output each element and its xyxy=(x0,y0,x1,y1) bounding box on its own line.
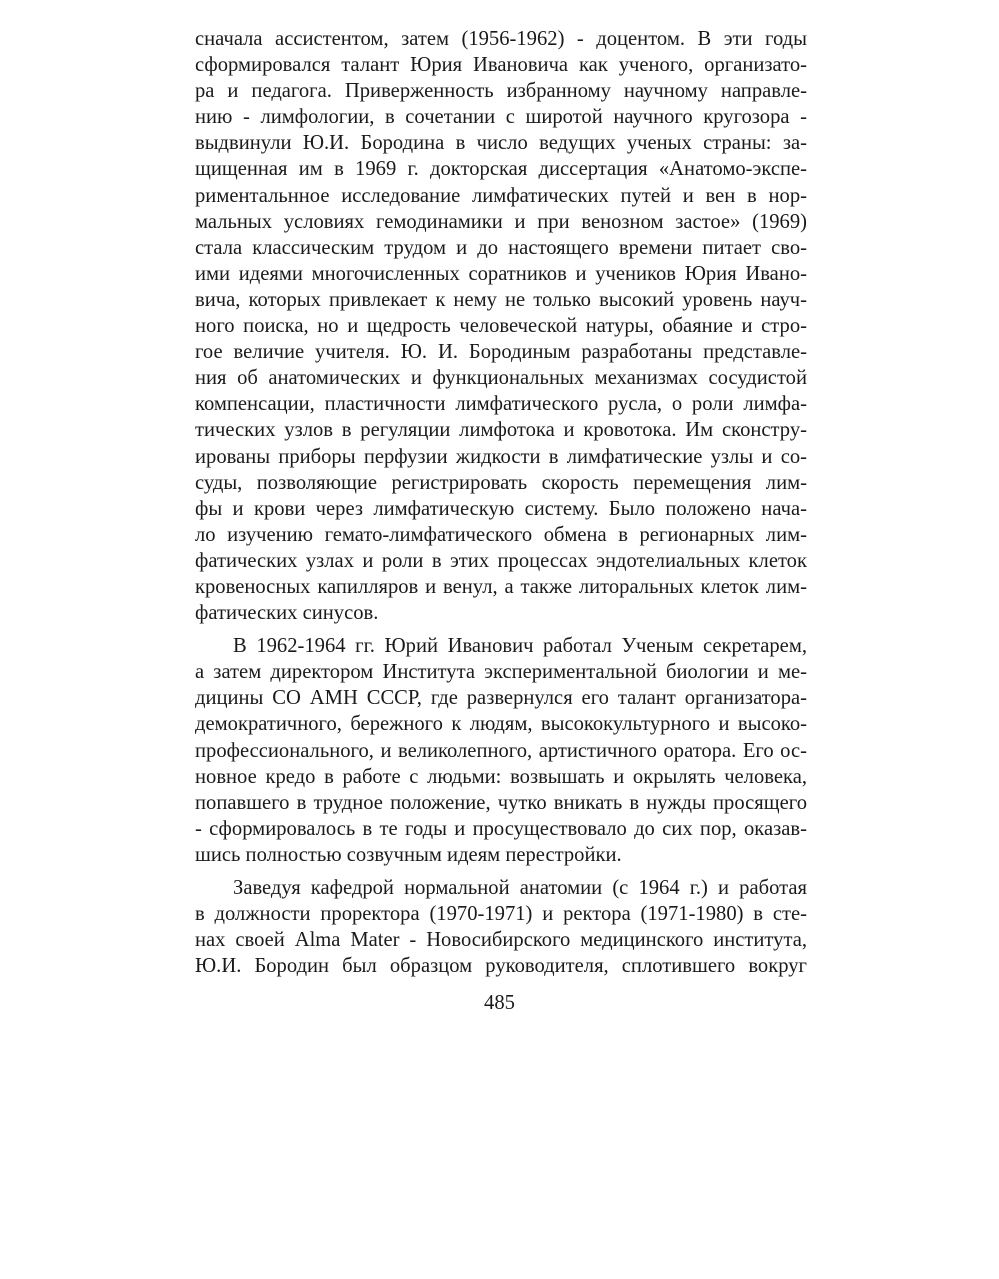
text-line: гое величие учителя. Ю. И. Бородиным разработаны представле- xyxy=(195,341,807,364)
text-line: шись полностью созвучным идеям перестройки. xyxy=(195,843,622,866)
text-line: фы и крови через лимфатическую систему. Было положено нача- xyxy=(195,497,807,520)
page-number: 485 xyxy=(484,992,515,1014)
text-line: попавшего в трудное положение, чутко вникать в нужды просящего xyxy=(195,791,807,814)
text-line: а затем директором Института экспериментальной биологии и ме- xyxy=(195,661,807,684)
text-line: - сформировалось в те годы и просуществовало до сих пор, оказав- xyxy=(195,817,807,840)
text-line: ного поиска, но и щедрость человеческой натуры, обаяние и стро- xyxy=(195,315,807,338)
text-line: ра и педагога. Приверженность избранному научному направле- xyxy=(195,80,807,103)
text-line: стала классическим трудом и до настоящего времени питает сво- xyxy=(195,236,807,259)
text-line: фатических синусов. xyxy=(195,602,379,625)
text-line: фатических узлах и роли в этих процессах эндотелиальных клеток xyxy=(195,549,807,572)
text-line: нах своей Alma Mater - Новосибирского медицинского института, xyxy=(195,929,807,952)
text-line: суды, позволяющие регистрировать скорость перемещения лим- xyxy=(195,471,807,494)
text-line: нию - лимфологии, в сочетании с широтой научного кругозора - xyxy=(195,106,807,129)
text-line: ими идеями многочисленных соратников и учеников Юрия Ивано- xyxy=(195,262,807,285)
text-line: ло изучению гемато-лимфатического обмена в регионарных лим- xyxy=(195,523,807,546)
text-line: дицины СО АМН СССР, где развернулся его талант организатора- xyxy=(195,687,807,710)
text-line: ированы приборы перфузии жидкости в лимфатические узлы и со- xyxy=(195,445,807,468)
text-line: вича, которых привлекает к нему не только высокий уровень науч- xyxy=(195,288,807,311)
paragraph-2 xyxy=(195,633,807,868)
text-line: новное кредо в работе с людьми: возвышать и окрылять человека, xyxy=(195,765,807,788)
text-line: В 1962-1964 гг. Юрий Иванович работал Ученым секретарем, xyxy=(233,635,807,658)
text-line: Заведуя кафедрой нормальной анатомии (с 1964 г.) и работая xyxy=(233,877,807,899)
text-line: кровеносных капилляров и венул, а также литоральных клеток лим- xyxy=(195,575,807,598)
text-line: Ю.И. Бородин был образцом руководителя, сплотившего вокруг xyxy=(195,955,807,978)
text-line: демократичного, бережного к людям, высококультурного и высоко- xyxy=(195,713,807,736)
text-line: профессионального, и великолепного, артистичного оратора. Его ос- xyxy=(195,739,807,762)
paragraph-3 xyxy=(195,875,807,979)
paragraph-1 xyxy=(195,26,807,626)
text-line: тических узлов в регуляции лимфотока и кровотока. Им сконстру- xyxy=(195,419,807,442)
text-line: риментальнное исследование лимфатических путей и вен в нор- xyxy=(195,184,807,207)
text-line: сформировался талант Юрия Ивановича как ученого, организато- xyxy=(195,54,807,77)
body-text xyxy=(195,26,807,979)
text-line: ния об анатомических и функциональных механизмах сосудистой xyxy=(195,367,807,390)
text-line: щищенная им в 1969 г. докторская диссертация «Анатомо-экспе- xyxy=(195,158,807,181)
text-line: в должности проректора (1970-1971) и ректора (1971-1980) в сте- xyxy=(195,903,807,926)
text-line: выдвинули Ю.И. Бородина в число ведущих ученых страны: за- xyxy=(195,132,807,155)
text-line: мальных условиях гемодинамики и при венозном застое» (1969) xyxy=(195,210,807,233)
text-line: сначала ассистентом, затем (1956-1962) - доцентом. В эти годы xyxy=(195,28,807,50)
text-line: компенсации, пластичности лимфатического русла, о роли лимфа- xyxy=(195,393,807,416)
